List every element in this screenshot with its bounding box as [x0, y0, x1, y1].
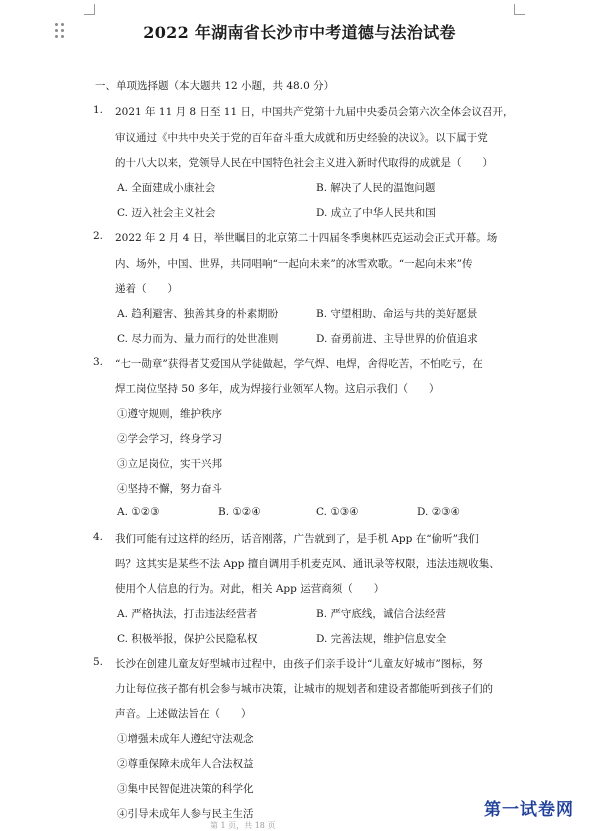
question-number: 4. — [93, 531, 104, 543]
question-text: 焊工岗位坚持 50 多年，成为焊接行业领军人物。这启示我们（ ） — [115, 383, 440, 395]
option-c[interactable]: C. 尽力而为、量力而行的处世准则 — [117, 333, 279, 345]
crop-mark-top-right — [514, 4, 525, 15]
statement: ②尊重保障未成年人合法权益 — [117, 758, 254, 770]
question-text: “七一勋章”获得者艾爱国从学徒做起，学气焊、电焊，舍得吃苦，不怕吃亏，在 — [115, 358, 483, 370]
option-b[interactable]: B. 守望相助、命运与共的美好愿景 — [316, 308, 478, 320]
option-d[interactable]: D. ②③④ — [417, 506, 460, 518]
question-text: 2021 年 11 月 8 日至 11 日，中国共产党第十九届中央委员会第六次全体会议召开， — [115, 106, 514, 118]
statement: ④引导未成年人参与民主生活 — [117, 808, 254, 820]
statement: ①增强未成年人遵纪守法观念 — [117, 733, 254, 745]
question-text: 递着（ ） — [115, 283, 178, 295]
question-text: 力让每位孩子都有机会参与城市决策，让城市的规划者和建设者都能听到孩子们的 — [115, 683, 493, 695]
question-text: 长沙在创建儿童友好型城市过程中，由孩子们亲手设计“儿童友好城市”图标，努 — [115, 658, 483, 670]
question-text: 吗？这其实是某些不法 App 擅自调用手机麦克风、通讯录等权限，违法违规收集、 — [115, 558, 500, 570]
option-d[interactable]: D. 完善法规，维护信息安全 — [316, 633, 447, 645]
option-a[interactable]: A. ①②③ — [117, 506, 160, 518]
option-d[interactable]: D. 奋勇前进、主导世界的价值追求 — [316, 333, 478, 345]
statement: ①遵守规则，维护秩序 — [117, 408, 222, 420]
page-title: 2022 年湖南省长沙市中考道德与法治试卷 — [143, 23, 456, 42]
question-text: 的十八大以来，党领导人民在中国特色社会主义进入新时代取得的成就是（ ） — [115, 157, 493, 169]
question-number: 2. — [93, 230, 104, 242]
question-text: 2022 年 2 月 4 日，举世瞩目的北京第二十四届冬季奥林匹克运动会正式开幕。场 — [115, 232, 498, 244]
statement: ②学会学习，终身学习 — [117, 433, 222, 445]
option-c[interactable]: C. 迈入社会主义社会 — [117, 207, 216, 219]
statement: ③集中民智促进决策的科学化 — [117, 783, 254, 795]
question-text: 内、场外，中国、世界，共同唱响“一起向未来”的冰雪欢歌。“一起向未来”传 — [115, 258, 473, 270]
question-text: 使用个人信息的行为。对此，相关 App 运营商须（ ） — [115, 583, 385, 595]
statement: ③立足岗位，实干兴邦 — [117, 458, 222, 470]
section-heading: 一、单项选择题（本大题共 12 小题，共 48.0 分） — [95, 80, 335, 92]
question-number: 1. — [93, 104, 104, 116]
option-d[interactable]: D. 成立了中华人民共和国 — [316, 207, 436, 219]
question-text: 声音。上述做法旨在（ ） — [115, 708, 252, 720]
crop-mark-top-left — [84, 4, 95, 15]
page-footer: 第 1 页，共 18 页 — [210, 821, 276, 830]
option-a[interactable]: A. 趋利避害、独善其身的朴素期盼 — [117, 308, 279, 320]
question-number: 3. — [93, 356, 104, 368]
question-text: 审议通过《中共中央关于党的百年奋斗重大成就和历史经验的决议》。以下属于党 — [115, 132, 488, 144]
question-text: 我们可能有过这样的经历，话音刚落，广告就到了，是手机 App 在“偷听”我们 — [115, 533, 479, 545]
option-b[interactable]: B. ①②④ — [218, 506, 261, 518]
option-c[interactable]: C. ①③④ — [316, 506, 359, 518]
watermark-logo: 第一试卷网 — [484, 800, 574, 820]
option-a[interactable]: A. 严格执法，打击违法经营者 — [117, 608, 258, 620]
option-b[interactable]: B. 严守底线，诚信合法经营 — [316, 608, 446, 620]
question-number: 5. — [93, 656, 104, 668]
option-b[interactable]: B. 解决了人民的温饱问题 — [316, 182, 436, 194]
option-a[interactable]: A. 全面建成小康社会 — [117, 182, 216, 194]
statement: ④坚持不懈，努力奋斗 — [117, 483, 222, 495]
option-c[interactable]: C. 积极举报，保护公民隐私权 — [117, 633, 258, 645]
